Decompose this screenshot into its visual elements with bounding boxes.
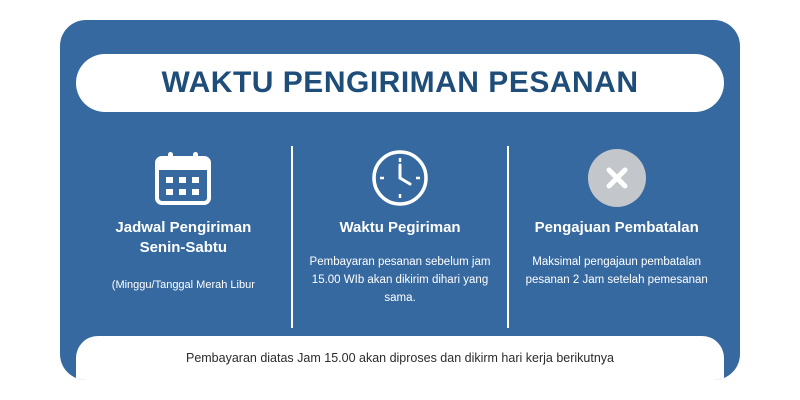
cancel-icon-background <box>588 149 646 207</box>
column-subtext: Maksimal pengajaun pembatalan pesanan 2 Jam setelah pemesanan <box>525 256 708 287</box>
footer-note-bar <box>76 336 724 380</box>
column-cancellation <box>509 140 724 290</box>
column-heading-line1: Jadwal Pengiriman <box>115 219 252 236</box>
columns-container <box>76 140 724 350</box>
clock-icon <box>370 140 430 216</box>
cancel-circle-icon <box>588 140 646 216</box>
column-delivery-schedule <box>76 140 291 294</box>
info-banner-card <box>60 20 740 380</box>
column-heading-line1: Pengajuan Pembatalan <box>534 219 699 236</box>
column-heading <box>339 218 460 238</box>
column-delivery-time <box>293 140 508 308</box>
column-subtext: (Minggu/Tanggal Merah Libur <box>111 278 255 291</box>
column-heading-line1: Waktu Pegiriman <box>339 219 461 236</box>
footer-note: Pembayaran diatas Jam 15.00 akan diproses dan dikirm hari kerja berikutnya <box>185 351 614 365</box>
column-heading-line2: Senin-Sabtu <box>139 239 228 257</box>
column-subtext: Pembayaran pesanan sebelum jam 15.00 WIb akan dikirim dihari yang sama. <box>309 256 491 304</box>
column-heading <box>535 218 699 238</box>
calendar-icon <box>154 140 212 216</box>
column-heading <box>115 218 251 259</box>
page-title: WAKTU PENGIRIMAN PESANAN <box>161 66 639 99</box>
banner-title-bar <box>76 54 724 112</box>
